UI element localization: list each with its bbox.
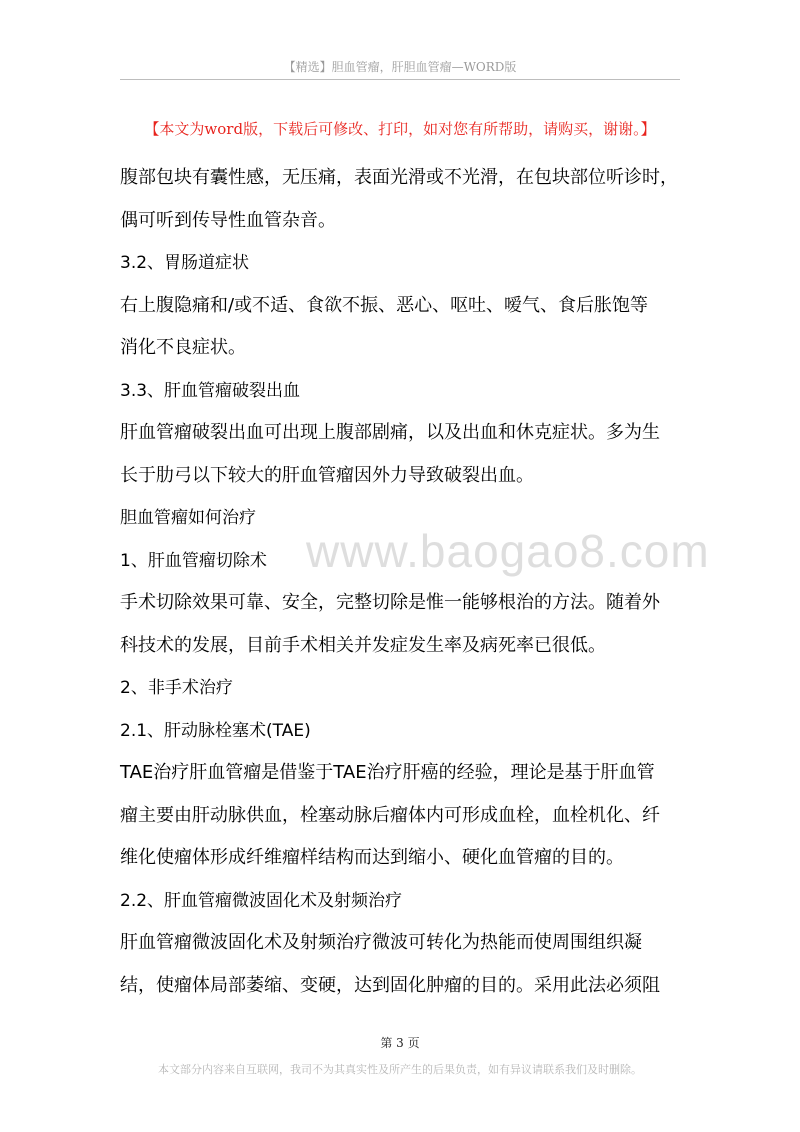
page-footer-disclaimer: 本文部分内容来自互联网，我司不为其真实性及所产生的后果负责，如有异议请联系我们及时删除。 — [158, 1063, 642, 1076]
watermark: www.baogao8.com — [306, 525, 710, 577]
body-line: 科技术的发展，目前手术相关并发症发生率及病死率已很低。 — [120, 634, 606, 656]
section-heading: 1、肝血管瘤切除术 — [120, 550, 267, 571]
body-line: 长于肋弓以下较大的肝血管瘤因外力导致破裂出血。 — [120, 464, 534, 486]
section-heading: 胆血管瘤如何治疗 — [120, 508, 256, 528]
word-version-notice: 【本文为word版，下载后可修改、打印，如对您有所帮助，请购买，谢谢。】 — [144, 120, 656, 138]
body-line: 结，使瘤体局部萎缩、变硬，达到固化肿瘤的目的。采用此法必须阻 — [120, 974, 660, 996]
body-line: 右上腹隐痛和/或不适、食欲不振、恶心、呕吐、嗳气、食后胀饱等 — [120, 294, 649, 316]
body-line: 腹部包块有囊性感，无压痛，表面光滑或不光滑，在包块部位听诊时， — [120, 167, 678, 188]
section-heading: 2.1、肝动脉栓塞术(TAE) — [120, 720, 311, 741]
page-number: 第 3 页 — [380, 1036, 420, 1050]
body-line: 维化使瘤体形成纤维瘤样结构而达到缩小、硬化血管瘤的目的。 — [120, 847, 624, 868]
body-line: 瘤主要由肝动脉供血，栓塞动脉后瘤体内可形成血栓，血栓机化、纤 — [120, 804, 660, 826]
section-heading: 3.2、胃肠道症状 — [120, 253, 250, 273]
section-heading: 2、非手术治疗 — [120, 678, 233, 698]
header-divider — [120, 79, 680, 80]
document-body — [120, 157, 690, 1007]
body-line: 偶可听到传导性血管杂音。 — [120, 209, 336, 231]
body-line: 消化不良症状。 — [120, 337, 246, 358]
section-heading: 2.2、肝血管瘤微波固化术及射频治疗 — [120, 890, 403, 911]
body-line: 手术切除效果可靠、安全，完整切除是惟一能够根治的方法。随着外 — [120, 592, 660, 613]
page-header: 【精选】胆血管瘤，肝胆血管瘤—WORD版 — [283, 60, 517, 74]
section-heading: 3.3、肝血管瘤破裂出血 — [120, 380, 301, 401]
body-line: 肝血管瘤破裂出血可出现上腹部剧痛，以及出血和休克症状。多为生 — [120, 422, 660, 443]
body-line: TAE治疗肝血管瘤是借鉴于TAE治疗肝癌的经验，理论是基于肝血管 — [120, 762, 655, 783]
body-line: 肝血管瘤微波固化术及射频治疗微波可转化为热能而使周围组织凝 — [120, 932, 642, 953]
